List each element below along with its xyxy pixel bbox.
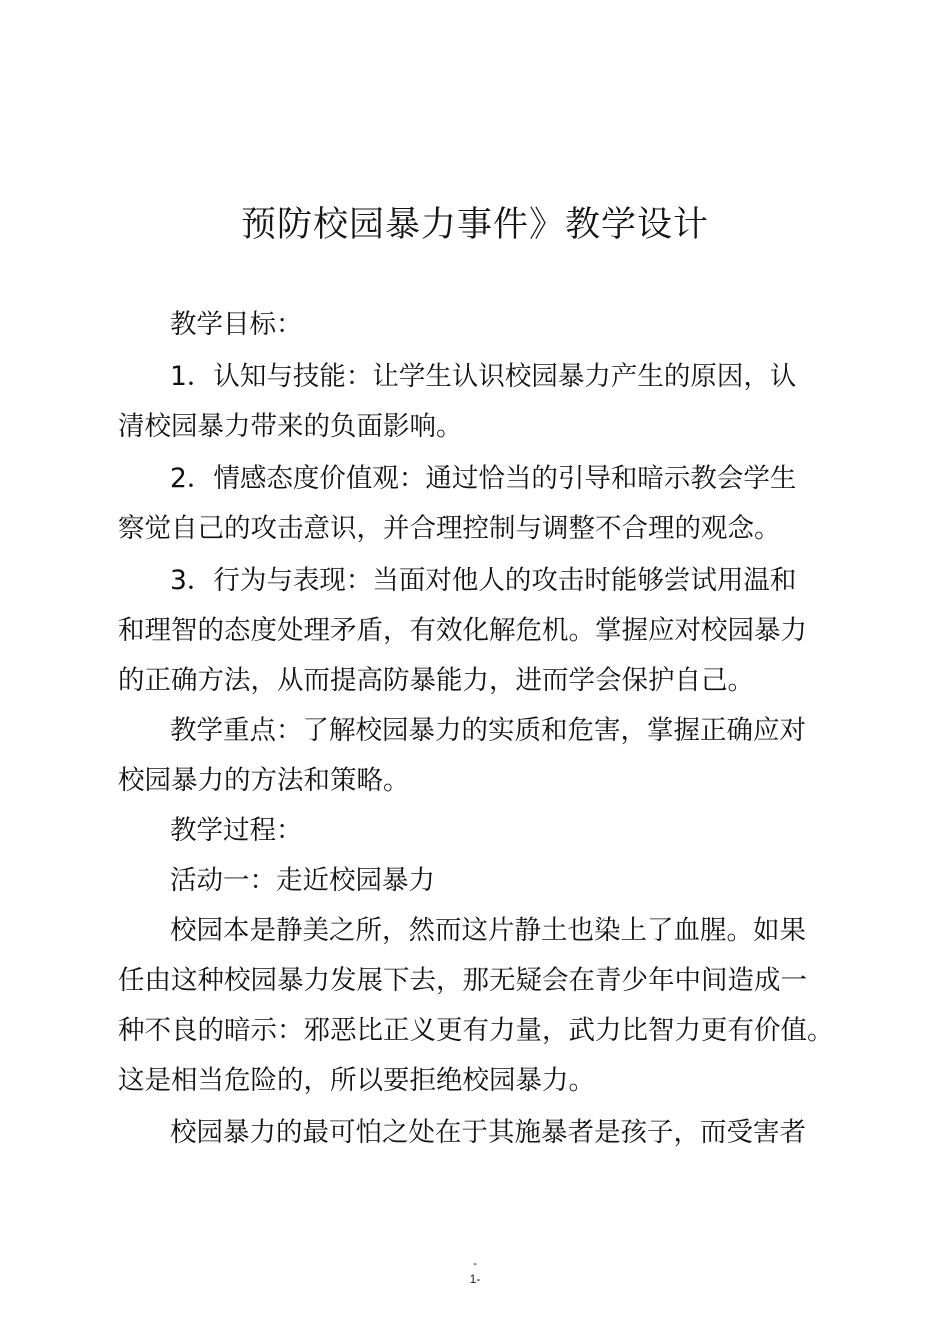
activity-1-heading: 活动一：走近校园暴力 [170, 865, 435, 896]
paragraph-2-line-1: 校园暴力的最可怕之处在于其施暴者是孩子，而受害者 [170, 1117, 806, 1148]
objective-1-line-1: 1．认知与技能：让学生认识校园暴力产生的原因，认 [170, 361, 797, 392]
paragraph-line-1: 校园本是静美之所，然而这片静土也染上了血腥。如果 [170, 915, 806, 946]
key-points-line-2: 校园暴力的方法和策略。 [118, 765, 410, 796]
paragraph-line-3: 种不良的暗示：邪恶比正义更有力量，武力比智力更有价值。 [118, 1015, 834, 1046]
paragraph-line-2: 任由这种校园暴力发展下去，那无疑会在青少年中间造成一 [118, 965, 807, 996]
paragraph-line-4: 这是相当危险的，所以要拒绝校园暴力。 [118, 1065, 595, 1096]
section-heading-process: 教学过程： [170, 815, 303, 846]
objective-2-line-1: 2．情感态度价值观：通过恰当的引导和暗示教会学生 [170, 463, 797, 494]
document-title: 预防校园暴力事件》教学设计 [240, 205, 709, 245]
key-points-line-1: 教学重点：了解校园暴力的实质和危害，掌握正确应对 [170, 715, 806, 746]
document-body [118, 300, 838, 1158]
objective-3-line-2: 和理智的态度处理矛盾，有效化解危机。掌握应对校园暴力 [118, 615, 807, 646]
footer-dash: - [473, 1256, 477, 1270]
section-heading-objectives: 教学目标： [170, 309, 303, 340]
objective-3-line-3: 的正确方法，从而提高防暴能力，进而学会保护自己。 [118, 665, 754, 696]
objective-1-line-2: 清校园暴力带来的负面影响。 [118, 411, 463, 442]
objective-3-line-1: 3．行为与表现：当面对他人的攻击时能够尝试用温和 [170, 565, 797, 596]
objective-2-line-2: 察觉自己的攻击意识，并合理控制与调整不合理的观念。 [118, 513, 781, 544]
page-number: 1- [469, 1272, 481, 1286]
